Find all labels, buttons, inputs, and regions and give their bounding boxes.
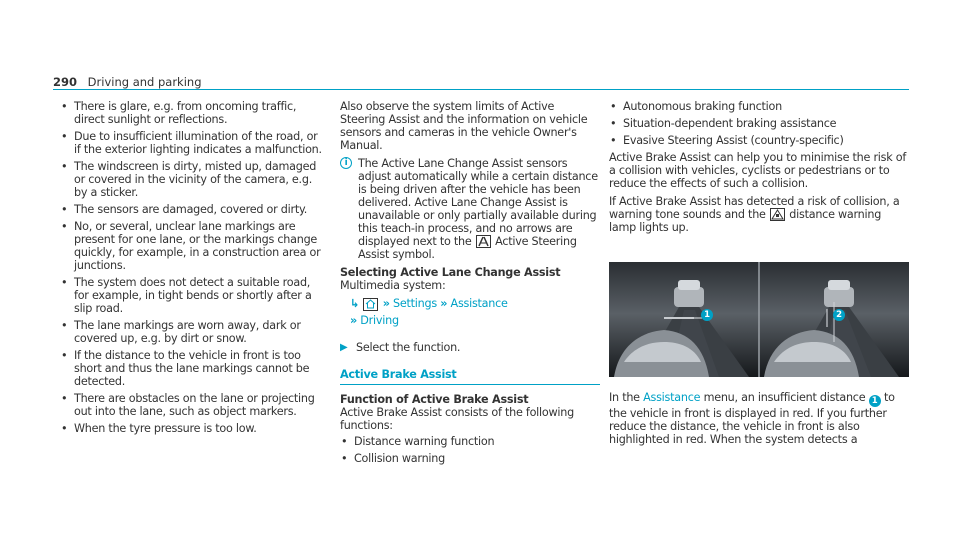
page-number: 290 [53,75,78,89]
assistance-display-illustration [609,262,909,377]
list-item: • No, or several, unclear lane markings are present for one lane, or the markings change quickly, for example, in a construction area or junctions. [60,220,325,272]
chevron-icon: » [350,314,357,327]
assistance-menu-link[interactable]: Assistance [643,391,701,404]
column-1 [60,100,325,439]
nav-settings[interactable]: Settings [393,297,437,310]
list-item: • Distance warning function [340,435,600,448]
list-item: • Due to insufficient illumination of the road, or if the exterior lighting indicates a malfunction. [60,130,325,156]
callout-1-marker: 1 [869,395,881,407]
list-item: • If the distance to the vehicle in front is too short and thus the lane markings cannot be detected. [60,349,325,388]
header-divider [53,89,909,90]
info-icon: i [340,157,352,169]
intro-paragraph: Also observe the system limits of Active Steering Assist and the information on vehicle sensors and cameras in the vehicle Owner's Manual. [340,100,588,152]
column-2 [340,100,600,469]
subheading: Function of Active Brake Assist [340,393,529,406]
paragraph: Active Brake Assist can help you to minimise the risk of a collision with vehicles, cyclists or pedestrians or to reduce the effects of such a collision. [609,151,907,190]
note-text-start: The Active Lane Change Assist sensors adjust automatically while a certain distance is being driven after the vehicle has been delivered. Active Lane Change Assist is unavailable or only partially available during this teach-in process, and no arrows are displayed next to the [358,157,598,248]
instruction-step [340,341,600,354]
warning-paragraph [609,195,909,234]
list-item: • The lane markings are worn away, dark or covered up, e.g. by dirt or snow. [60,319,325,345]
function-list-continued [609,100,909,147]
assistance-menu-paragraph [609,391,909,446]
page-header [53,75,202,89]
section-heading: Selecting Active Lane Change Assist [340,266,561,279]
paragraph-text: distance warning lamp lights up. [609,208,882,234]
list-item: • There is glare, e.g. from oncoming traffic, direct sunlight or reflections. [60,100,325,126]
list-item: • Situation-dependent braking assistance [609,117,909,130]
home-icon[interactable] [363,298,378,311]
navigation-path [340,295,600,329]
section-title: Active Brake Assist [340,368,600,385]
info-note [340,157,600,261]
paragraph-text: to the vehicle in front is displayed in red. If you further reduce the distance, the vehicle in front is also highlighted in red. When the system detects a [609,391,895,446]
list-item: • Collision warning [340,452,600,465]
chevron-icon: » [382,297,390,310]
step-text: Select the function. [356,341,461,354]
chevron-icon: » [440,297,448,310]
function-list [340,435,600,465]
nav-driving[interactable]: Driving [360,314,399,327]
step-arrow-icon: ▶ [340,342,348,353]
list-item: • The windscreen is dirty, misted up, damaged or covered in the vicinity of the camera, e.g. by a sticker. [60,160,325,199]
list-item: • There are obstacles on the lane or projecting out into the lane, such as object markers. [60,392,325,418]
callout-1: 1 [701,309,713,321]
distance-warning-icon [770,208,785,221]
steering-assist-icon [476,235,491,248]
column-3 [609,100,909,451]
paragraph-text: In the [609,391,640,404]
callout-2: 2 [833,309,845,321]
system-limits-list [60,100,325,435]
list-item: • When the tyre pressure is too low. [60,422,325,435]
description: Active Brake Assist consists of the following functions: [340,406,574,432]
chapter-title: Driving and parking [87,75,202,89]
list-item: • Autonomous braking function [609,100,909,113]
list-item: • Evasive Steering Assist (country-specific) [609,134,909,147]
paragraph-text: If Active Brake Assist has detected a risk of collision, a warning tone sounds and the [609,195,900,221]
path-arrow-icon: ↳ [350,297,360,310]
multimedia-label: Multimedia system: [340,279,446,292]
nav-assistance[interactable]: Assistance [450,297,508,310]
list-item: • The system does not detect a suitable road, for example, in tight bends or shortly after a slip road. [60,276,325,315]
paragraph-text: menu, an insufficient distance [703,391,866,404]
list-item: • The sensors are damaged, covered or dirty. [60,203,325,216]
note-text-end: Active Steering Assist symbol. [358,235,577,261]
